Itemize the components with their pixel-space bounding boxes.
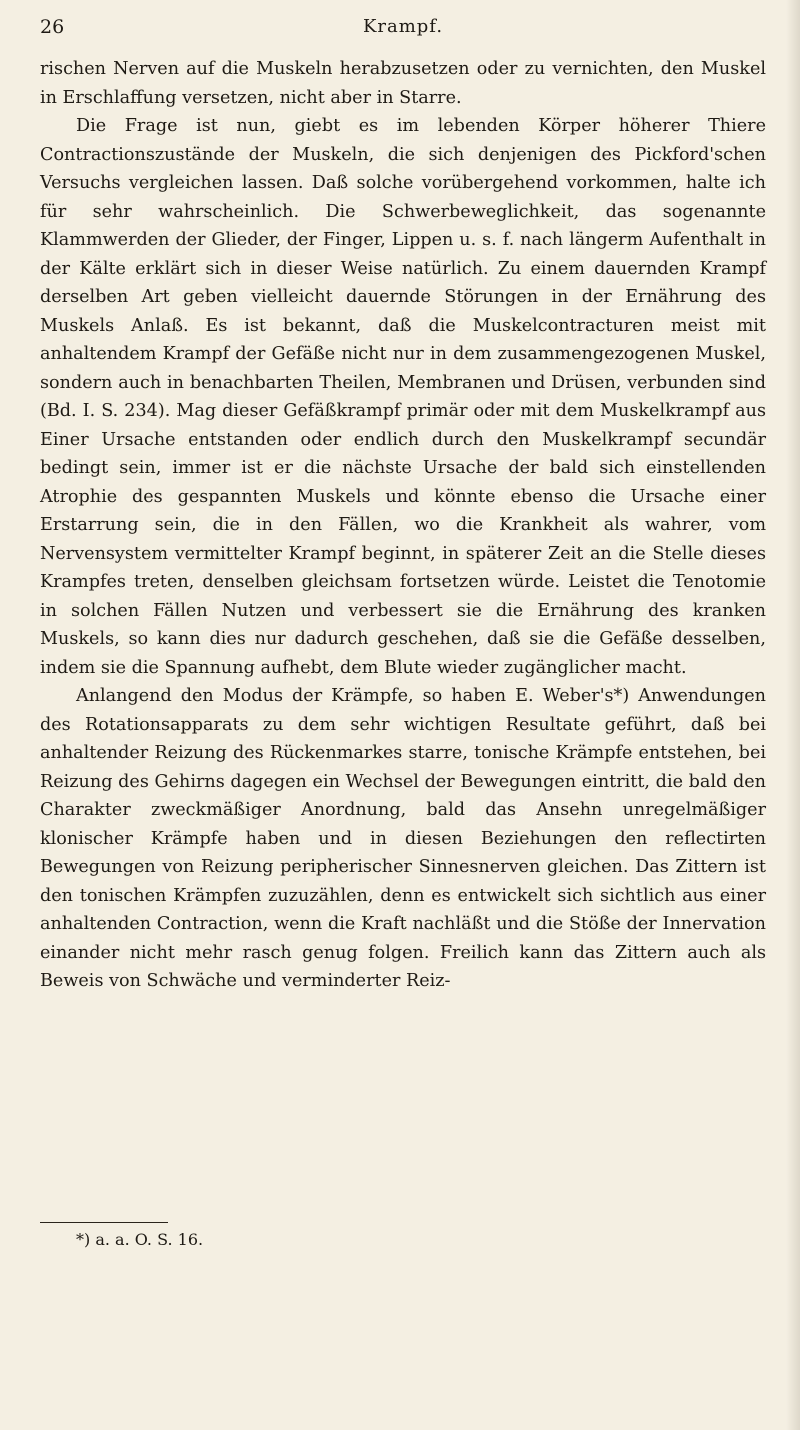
paragraph-contraction-states: Die Frage ist nun, giebt es im lebenden Körper höherer Thiere Contractionszustände der Muskeln, die sich denjenigen des Pickford'schen Versuchs vergleichen lassen. Daß solche vorübergehend vorkommen, halte ich für sehr wahrscheinlich. Die Schwerbeweglichkeit, das sogenannte Klammwerden der Glieder, der Finger, Lippen u. s. f. nach längerm Aufenthalt in der Kälte erklärt sich in dieser Weise natürlich. Zu einem dauernden Krampf derselben Art geben vielleicht dauernde Störungen in der Ernährung des Muskels Anlaß. Es ist bekannt, daß die Muskelcontracturen meist mit anhaltendem Krampf der Gefäße nicht nur in dem zusammengezogenen Muskel, sondern auch in benachbarten Theilen, Membranen und Drüsen, verbunden sind (Bd. I. S. 234). Mag dieser Gefäßkrampf primär oder mit dem Muskelkrampf aus Einer Ursache entstanden oder endlich durch den Muskelkrampf secundär bedingt sein, immer ist er die nächste Ursache der bald sich einstellenden Atrophie des gespannten Muskels und könnte ebenso die Ursache einer Erstarrung sein, die in den Fällen, wo die Krankheit als wahrer, vom Nervensystem vermittelter Krampf beginnt, in späterer Zeit an die Stelle dieses Krampfes treten, denselben gleichsam fortsetzen würde. Leistet die Tenotomie in solchen Fällen Nutzen und verbessert sie die Ernährung des kranken Muskels, so kann dies nur dadurch geschehen, daß sie die Gefäße desselben, indem sie die Spannung aufhebt, dem Blute wieder zugänglicher macht. bbox=[40, 116, 766, 678]
paragraph-cramp-modes: Anlangend den Modus der Krämpfe, so haben E. Weber's*) Anwendungen des Rotationsapparats zu dem sehr wichtigen Resultate geführt, daß bei anhaltender Reizung des Rückenmarkes starre, tonische Krämpfe entstehen, bei Reizung des Gehirns dagegen ein Wechsel der Bewegungen eintritt, die bald den Charakter zweckmäßiger Anordnung, bald das Ansehn unregelmäßiger klonischer Krämpfe haben und in diesen Beziehungen den reflectirten Bewegungen von Reizung peripherischer Sinnesnerven gleichen. Das Zittern ist den tonischen Krämpfen zuzuzählen, denn es entwickelt sich sichtlich aus einer anhaltenden Contraction, wenn die Kraft nachläßt und die Stöße der Innervation einander nicht mehr rasch genug folgen. Freilich kann das Zittern auch als Beweis von Schwäche und verminderter Reiz- bbox=[40, 686, 766, 991]
page-header bbox=[40, 10, 766, 50]
page-edge-shadow bbox=[786, 0, 800, 1430]
running-head: Krampf. bbox=[362, 16, 444, 37]
page-number: 26 bbox=[40, 16, 65, 38]
paragraph-continuation: rischen Nerven auf die Muskeln herabzusetzen oder zu vernichten, den Muskel in Erschlaffung versetzen, nicht aber in Starre. bbox=[40, 59, 766, 108]
footnote-rule bbox=[40, 1222, 168, 1223]
footnote: *) a. a. O. S. 16. bbox=[76, 1230, 204, 1249]
body-text bbox=[40, 55, 766, 996]
